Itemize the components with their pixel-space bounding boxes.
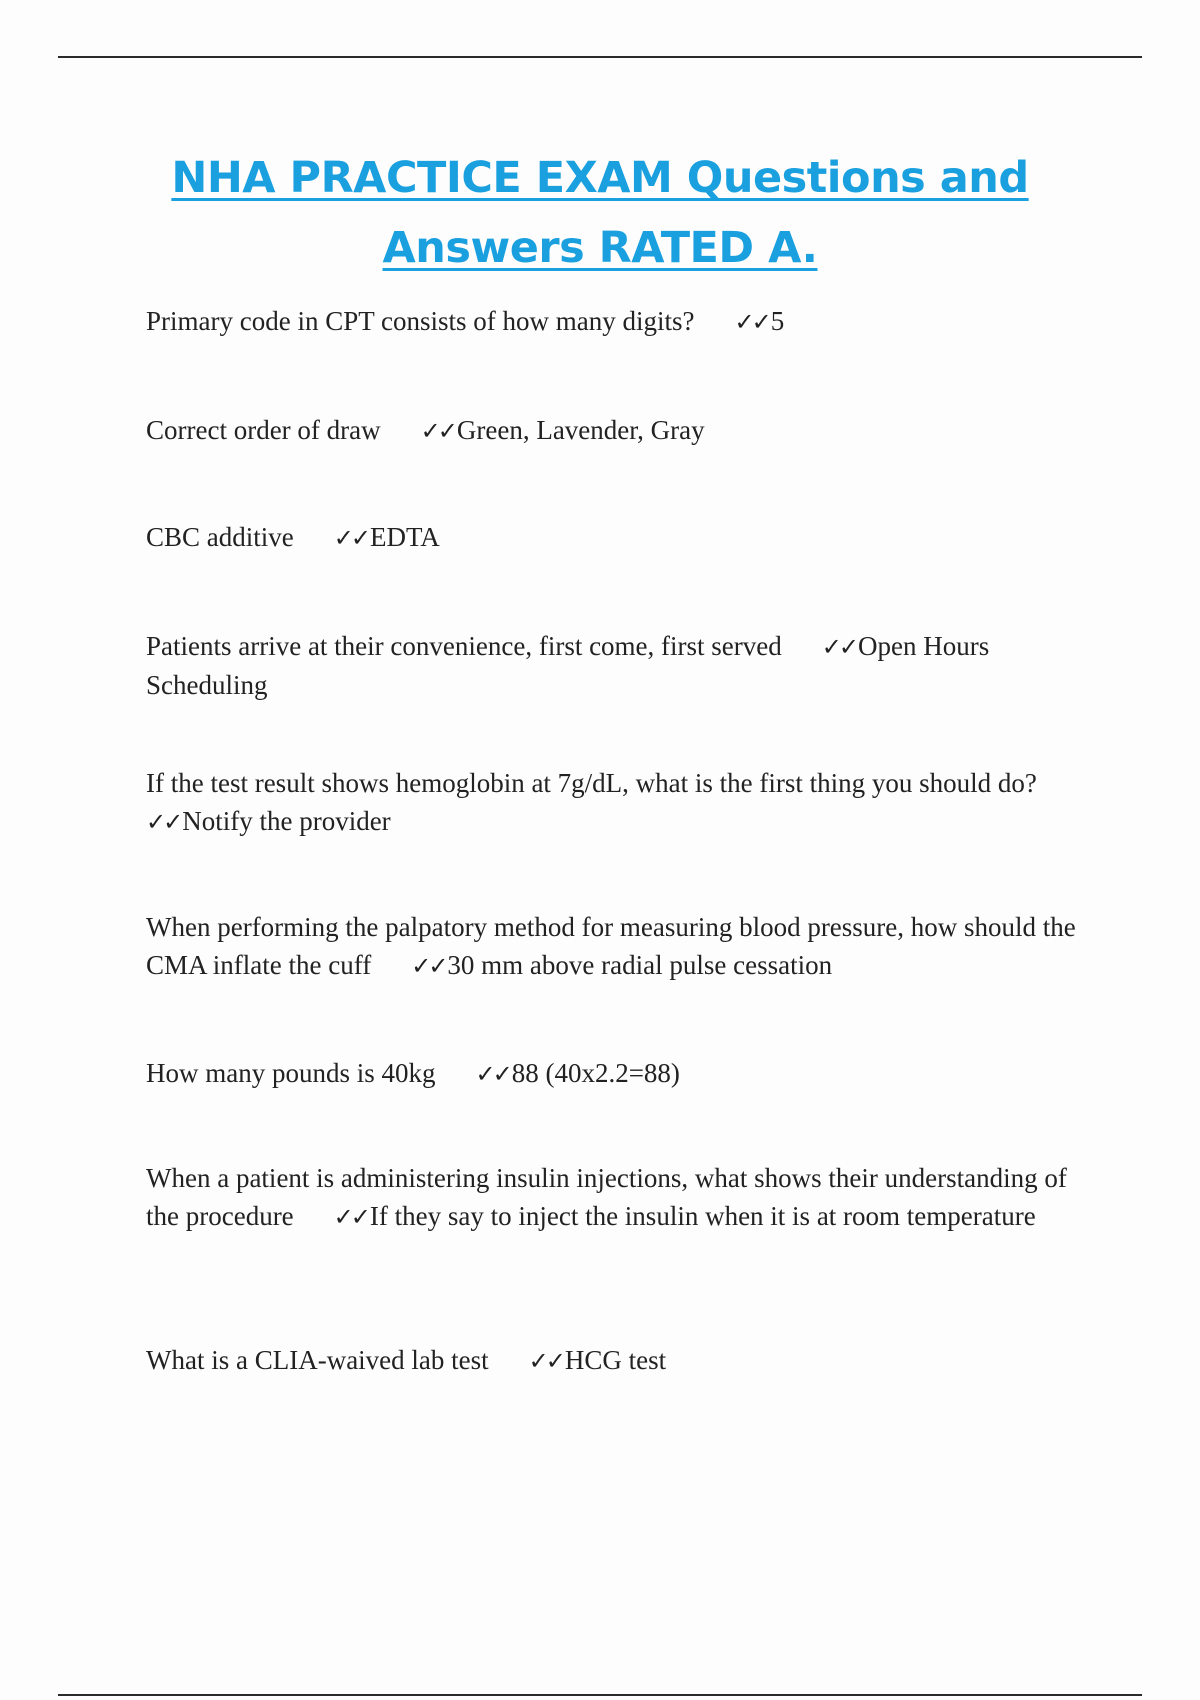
question-text: When performing the palpatory method for measuring blood pressure, how should the CMA inflate the cuff [146, 912, 1076, 980]
document-title [100, 143, 1100, 283]
answer-text: Notify the provider [182, 806, 391, 836]
title-line-1: NHA PRACTICE EXAM Questions and [171, 153, 1029, 203]
check-icon: ✓✓ [146, 808, 181, 836]
qa-item [146, 1159, 1086, 1236]
question-text: Patients arrive at their convenience, first come, first served [146, 631, 782, 661]
check-icon: ✓✓ [333, 524, 368, 552]
qa-item [146, 302, 1086, 341]
check-icon: ✓✓ [420, 417, 455, 445]
check-icon: ✓✓ [475, 1060, 510, 1088]
check-icon: ✓✓ [821, 633, 856, 661]
title-line-2: Answers RATED A. [382, 223, 818, 273]
qa-item [146, 411, 1086, 450]
header-rule [58, 56, 1142, 58]
question-text: When a patient is administering insulin injections, what shows their understanding of the procedure [146, 1163, 1067, 1231]
question-text: CBC additive [146, 522, 294, 552]
answer-text: 88 (40x2.2=88) [511, 1058, 680, 1088]
qa-item [146, 518, 1086, 557]
answer-text: Green, Lavender, Gray [456, 415, 705, 445]
question-text: If the test result shows hemoglobin at 7g/dL, what is the first thing you should do? [146, 768, 1037, 798]
question-text: What is a CLIA-waived lab test [146, 1345, 489, 1375]
check-icon: ✓✓ [734, 308, 769, 336]
qa-item [146, 1341, 1086, 1380]
answer-text: If they say to inject the insulin when it is at room temperature [369, 1201, 1036, 1231]
answer-text: Open Hours Scheduling [146, 631, 990, 700]
question-text: Primary code in CPT consists of how many digits? [146, 306, 695, 336]
answer-text: 30 mm above radial pulse cessation [447, 950, 833, 980]
question-text: How many pounds is 40kg [146, 1058, 436, 1088]
check-icon: ✓✓ [411, 952, 446, 980]
answer-text: HCG test [564, 1345, 667, 1375]
check-icon: ✓✓ [528, 1347, 563, 1375]
check-icon: ✓✓ [333, 1203, 368, 1231]
footer-rule [58, 1694, 1142, 1696]
qa-item [146, 764, 1086, 841]
answer-text: 5 [770, 306, 785, 336]
answer-text: EDTA [369, 522, 440, 552]
qa-item [146, 627, 1086, 704]
qa-item [146, 908, 1086, 985]
qa-item [146, 1054, 1086, 1093]
question-text: Correct order of draw [146, 415, 381, 445]
